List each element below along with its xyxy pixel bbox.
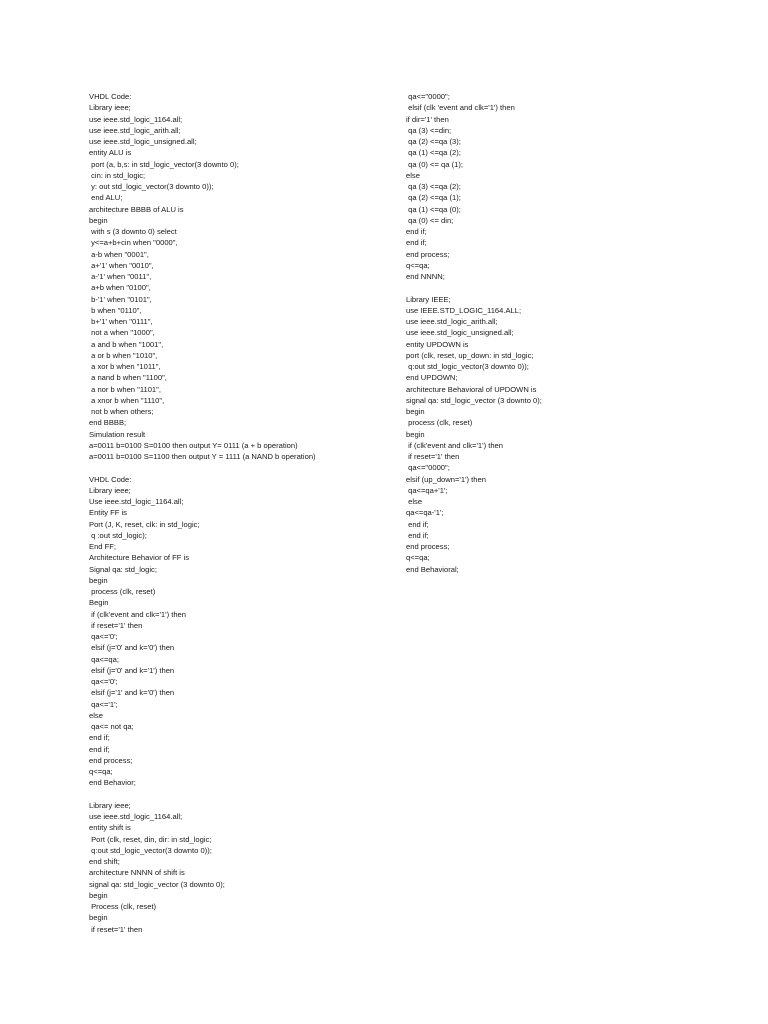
right-code-line: qa (3) <=qa (2); xyxy=(406,182,461,191)
right-code-line: q<=qa; xyxy=(406,553,430,563)
left-code-line: qa<=qa; xyxy=(89,654,119,664)
left-code-line: Process (clk, reset) xyxy=(89,902,157,911)
right-code-line: signal qa: std_logic_vector (3 downto 0); xyxy=(406,395,542,405)
right-code-line: q:out std_logic_vector(3 downto 0)); xyxy=(406,362,529,371)
left-code-line: elsif (j='1' and k='0') then xyxy=(89,688,175,698)
left-code-line: Library ieee; xyxy=(89,103,131,113)
right-code-line: if reset='1' then xyxy=(406,452,460,461)
left-code-line: architecture BBBB of ALU is xyxy=(89,204,184,214)
left-code-line: qa<='0'; xyxy=(89,677,118,686)
right-code-line: use ieee.std_logic_unsigned.all; xyxy=(406,328,514,338)
right-code-line: qa<=qa-'1'; xyxy=(406,508,444,518)
right-code-line: q<=qa; xyxy=(406,260,430,270)
left-code-line: Library ieee; xyxy=(89,485,131,495)
right-code-line: qa<="0000"; xyxy=(406,92,450,101)
left-code-line: signal qa: std_logic_vector (3 downto 0); xyxy=(89,879,225,889)
left-code-line: end process; xyxy=(89,755,133,765)
left-code-line: a-b when "0001", xyxy=(89,249,149,259)
left-code-line: not a when "1000", xyxy=(89,328,155,338)
left-code-line: end if; xyxy=(89,744,110,754)
right-code-line: else xyxy=(406,170,420,180)
left-code-line: Begin xyxy=(89,598,109,608)
right-code-line: qa (0) <= qa (1); xyxy=(406,159,463,169)
left-code-line: End FF; xyxy=(89,542,117,551)
left-code-line: VHDL Code: xyxy=(89,92,132,101)
left-code-line: VHDL Code: xyxy=(89,474,132,484)
right-code-column xyxy=(406,91,706,575)
left-code-line: begin xyxy=(89,575,108,585)
left-code-line: use ieee.std_logic_unsigned.all; xyxy=(89,137,197,146)
right-code-line: end process; xyxy=(406,542,450,551)
right-code-line: end if; xyxy=(406,530,429,540)
left-code-line: a=0011 b=0100 S=0100 then output Y= 0111 (a + b operation) xyxy=(89,440,298,450)
left-code-line: a+'1' when "0010", xyxy=(89,260,154,270)
left-code-line: end shift; xyxy=(89,857,120,866)
left-code-line: end Behavior; xyxy=(89,778,136,788)
left-code-line: begin xyxy=(89,890,108,900)
left-code-line: else xyxy=(89,710,103,720)
left-code-line: qa<= not qa; xyxy=(89,722,134,731)
right-code-line: qa<=qa+'1'; xyxy=(406,485,448,495)
left-code-line: y: out std_logic_vector(3 downto 0)); xyxy=(89,182,214,191)
left-code-line: a=0011 b=0100 S=1100 then output Y = 1111 (a NAND b operation) xyxy=(89,452,316,461)
left-code-column xyxy=(89,91,389,935)
right-code-line: end Behavioral; xyxy=(406,564,459,574)
left-code-line xyxy=(89,789,389,800)
left-code-line: begin xyxy=(89,215,108,225)
left-code-line: with s (3 downto 0) select xyxy=(89,227,177,236)
left-code-line: Entity FF is xyxy=(89,508,127,518)
left-code-line: end BBBB; xyxy=(89,418,127,428)
left-code-line: a+b when "0100", xyxy=(89,283,151,293)
left-code-line: b+'1' when "0111", xyxy=(89,317,153,326)
left-code-line: a nand b when "1100", xyxy=(89,373,167,383)
right-code-line: use IEEE.STD_LOGIC_1164.ALL; xyxy=(406,305,522,315)
right-code-line: begin xyxy=(406,407,425,416)
left-code-line: Port (J, K, reset, clk: in std_logic; xyxy=(89,519,200,529)
right-code-line: elsif (clk 'event and clk='1') then xyxy=(406,103,515,113)
right-code-line: Library IEEE; xyxy=(406,294,451,304)
left-code-line: process (clk, reset) xyxy=(89,587,156,596)
right-code-line: use ieee.std_logic_arith.all; xyxy=(406,317,498,326)
left-code-line: not b when others; xyxy=(89,407,154,416)
left-code-line: if reset='1' then xyxy=(89,924,143,934)
left-code-line: use ieee.std_logic_1164.all; xyxy=(89,812,183,821)
left-code-line: if (clk'event and clk='1') then xyxy=(89,609,186,619)
left-code-line: Library ieee; xyxy=(89,800,131,810)
left-code-line: y<=a+b+cin when "0000", xyxy=(89,238,178,248)
left-code-line xyxy=(89,462,389,473)
right-code-line: qa (1) <=qa (0); xyxy=(406,204,461,214)
right-code-line: if dir='1' then xyxy=(406,114,449,124)
right-code-line: entity UPDOWN is xyxy=(406,339,469,349)
right-code-line: if (clk'event and clk='1') then xyxy=(406,440,503,450)
left-code-line: cin: in std_logic; xyxy=(89,170,146,180)
right-code-line xyxy=(406,282,706,293)
left-code-line: a xor b when "1011", xyxy=(89,362,161,371)
left-code-line: entity ALU is xyxy=(89,148,132,158)
right-code-line: end if; xyxy=(406,227,427,236)
left-code-line: a and b when "1001", xyxy=(89,339,164,349)
left-code-line: begin xyxy=(89,913,108,923)
left-code-line: end if; xyxy=(89,733,110,743)
left-code-line: q :out std_logic); xyxy=(89,530,147,540)
left-code-line: b when "0110", xyxy=(89,305,142,315)
right-code-line: qa<="0000"; xyxy=(406,463,450,473)
left-code-line: end ALU; xyxy=(89,193,123,203)
right-code-line: end UPDOWN; xyxy=(406,373,458,383)
left-code-line: a nor b when "1101", xyxy=(89,384,161,394)
left-code-line: a or b when "1010", xyxy=(89,350,158,360)
left-code-line: a-'1' when "0011", xyxy=(89,272,152,281)
left-code-line: elsif (j='0' and k='0') then xyxy=(89,643,175,653)
left-code-line: entity shift is xyxy=(89,823,131,833)
right-code-line: else xyxy=(406,497,423,506)
left-code-line: Port (clk, reset, din, dir: in std_logic; xyxy=(89,834,212,844)
left-code-line: Architecture Behavior of FF is xyxy=(89,553,190,563)
left-code-line: Use ieee.std_logic_1164.all; xyxy=(89,497,184,506)
left-code-line: port (a, b,s: in std_logic_vector(3 downto 0); xyxy=(89,159,239,169)
left-code-line: qa<='1'; xyxy=(89,699,118,709)
right-code-line: qa (2) <=qa (3); xyxy=(406,137,461,146)
left-code-line: architecture NNNN of shift is xyxy=(89,868,185,878)
right-code-line: end if; xyxy=(406,238,427,248)
right-code-line: end process; xyxy=(406,249,450,259)
right-code-line: qa (3) <=din; xyxy=(406,125,452,135)
left-code-line: Signal qa: std_logic; xyxy=(89,564,157,574)
right-code-line: end NNNN; xyxy=(406,272,445,281)
right-code-line: architecture Behavioral of UPDOWN is xyxy=(406,384,537,394)
right-code-line: elsif (up_down='1') then xyxy=(406,474,486,484)
left-code-line: q:out std_logic_vector(3 downto 0)); xyxy=(89,845,212,855)
right-code-line: end if; xyxy=(406,519,429,529)
left-code-line: b-'1' when "0101", xyxy=(89,294,152,304)
right-code-line: begin xyxy=(406,429,425,439)
left-code-line: Simulation result xyxy=(89,429,146,439)
left-code-line: a xnor b when "1110", xyxy=(89,395,165,405)
left-code-line: q<=qa; xyxy=(89,767,113,776)
right-code-line: port (clk, reset, up_down: in std_logic; xyxy=(406,350,534,360)
left-code-line: use ieee.std_logic_1164.all; xyxy=(89,114,183,124)
left-code-line: elsif (j='0' and k='1') then xyxy=(89,665,175,675)
right-code-line: process (clk, reset) xyxy=(406,418,473,428)
right-code-line: qa (1) <=qa (2); xyxy=(406,148,461,158)
right-code-line: qa (0) <= din; xyxy=(406,215,454,225)
left-code-line: use ieee.std_logic_arith.all; xyxy=(89,125,181,135)
left-code-line: if reset='1' then xyxy=(89,620,143,630)
left-code-line: qa<='0'; xyxy=(89,632,118,641)
right-code-line: qa (2) <=qa (1); xyxy=(406,193,461,203)
